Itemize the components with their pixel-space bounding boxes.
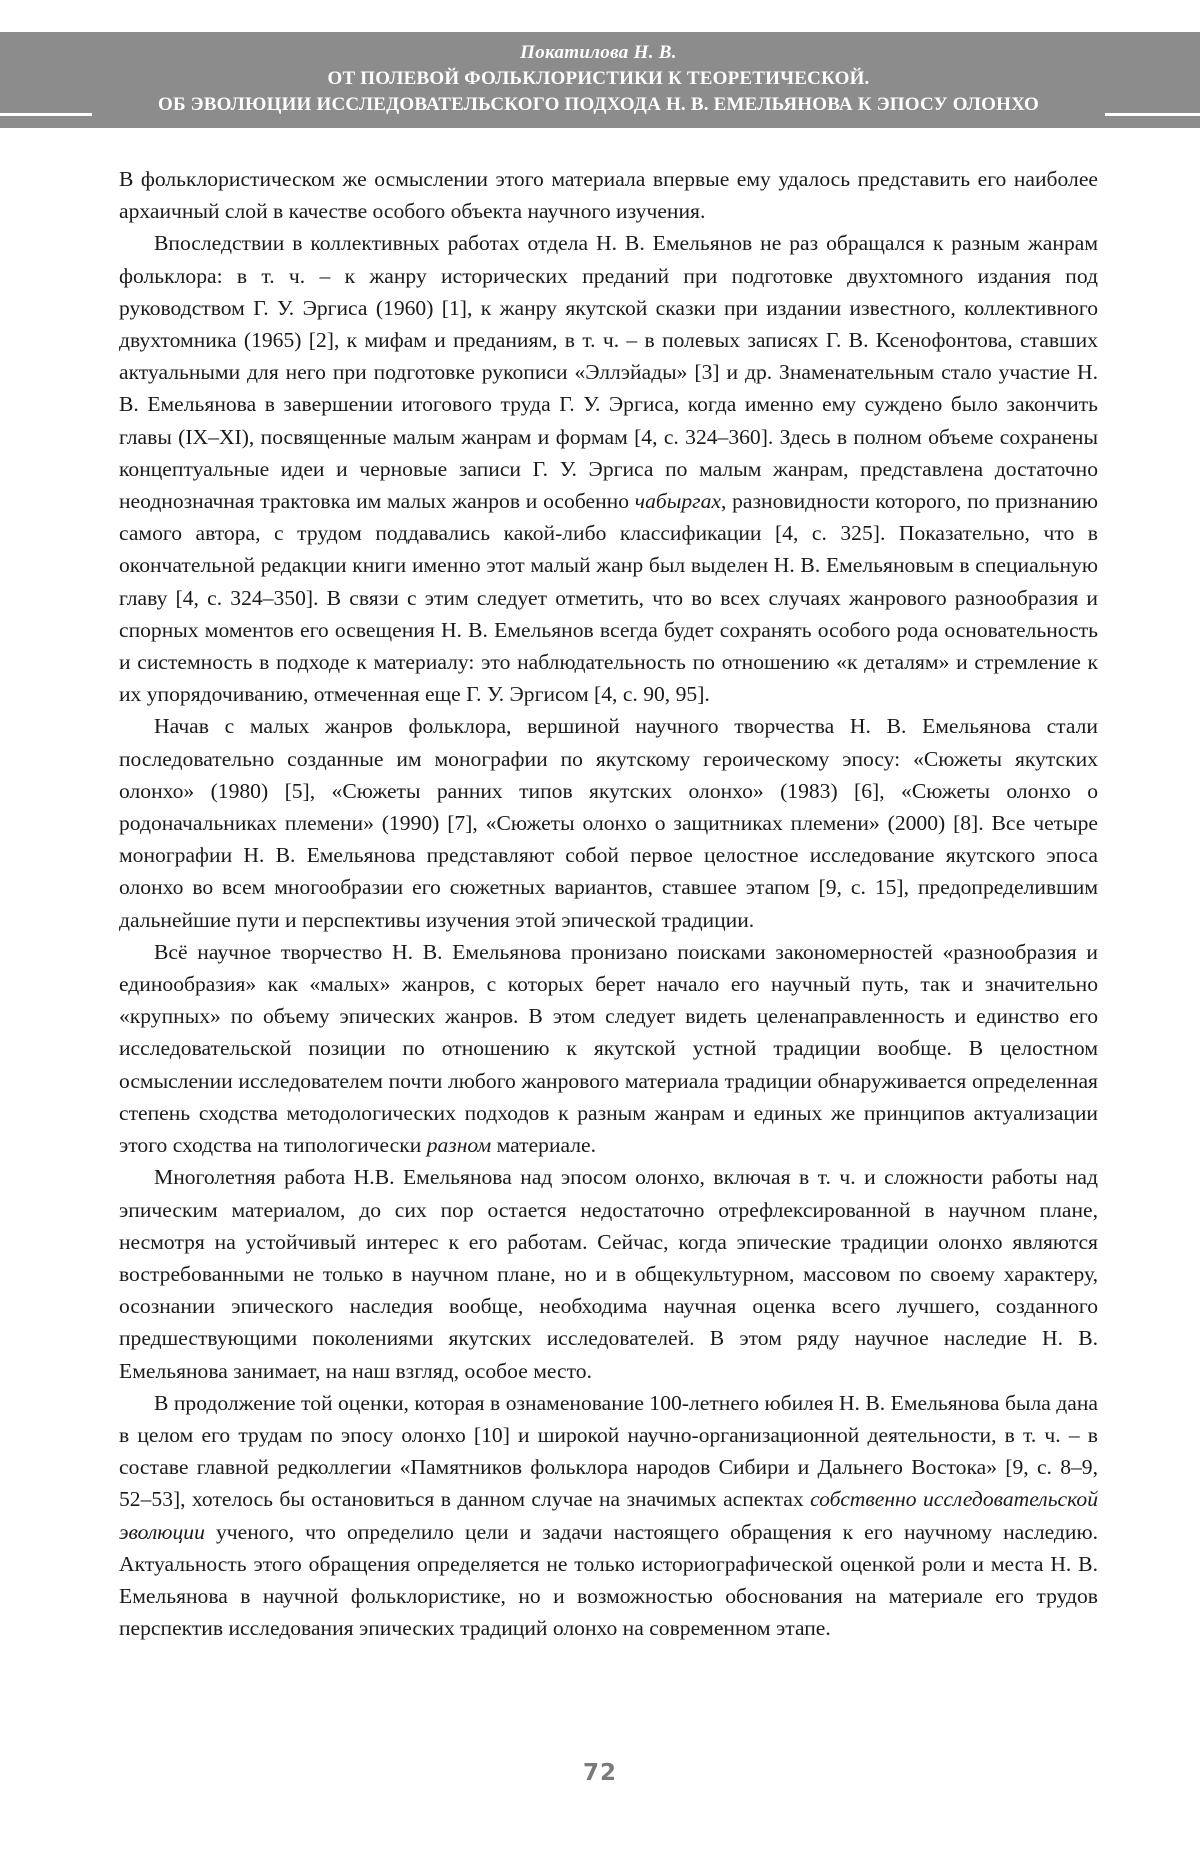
paragraph-4-text: Всё научное творчество Н. В. Емельянова пронизано поисками закономерностей «разнообразия и единообразия» как «малых» жанров, с которых берет начало его научный путь, так и значительно «крупных» по объему эпических жанров. В этом следует видеть целенаправленность и единство его исследовательской позиции по отношению к якутской устной традиции вообще. В целостном осмыслении исследователем почти любого жанрового материала традиции обнаруживается определенная степень сходства методологических подходов к разным жанрам и единых же принципов актуализации этого сходства на типологически	[119, 939, 1098, 1158]
paragraph-6	[119, 1387, 1098, 1645]
header-author: Покатилова Н. В.	[520, 42, 677, 63]
header-rule-left	[0, 113, 92, 116]
paragraph-3-text: Начав с малых жанров фольклора, вершиной научного творчества Н. В. Емельянова стали последовательно созданные им монографии по якутскому героическому эпосу: «Сюжеты якутских олонхо» (1980) [5], «Сюжеты ранних типов якутских олонхо» (1983) [6], «Сюжеты олонхо о родоначальниках племени» (1990) [7], «Сюжеты олонхо о защитниках племени» (2000) [8]. Все четыре монографии Н. В. Емельянова представляют собой первое целостное исследование якутского эпоса олонхо во всем многообразии его сюжетных вариантов, ставшее этапом [9, с. 15], предопределившим дальнейшие пути и перспективы изучения этой эпической традиции.	[119, 714, 1098, 932]
paragraph-2	[119, 227, 1098, 710]
paragraph-1	[119, 163, 1098, 227]
paragraph-3	[119, 710, 1098, 935]
paragraph-2-tail: , разновидности которого, по признанию самого автора, с трудом поддавались какой-либо классификации [4, с. 325]. Показательно, что в окончательной редакции книги именно этот малый жанр был выделен Н. В. Емельяновым в специальную главу [4, с. 324–350]. В связи с этим следует отметить, что во всех случаях жанрового разнообразия и спорных моментов его освещения Н. В. Емельянов всегда будет сохранять особого рода основательность и системность в подходе к материалу: это наблюдательность по отношению «к деталям» и стремление к их упорядочиванию, отмеченная еще Г. У. Эргисом [4, с. 90, 95].	[119, 489, 1098, 707]
paragraph-4	[119, 936, 1098, 1161]
paragraph-5-text: Многолетняя работа Н.В. Емельянова над эпосом олонхо, включая в т. ч. и сложности работы над эпическим материалом, до сих пор остается недостаточно отрефлексированной в научном плане, несмотря на устойчивый интерес к его работам. Сейчас, когда эпические традиции олонхо являются востребованными не только в научном плане, но и в общекультурном, массовом по своему характеру, осознании эпического наследия вообще, необходима научная оценка всего лучшего, созданного предшествующими поколениями якутских исследователей. В этом ряду научное наследие Н. В. Емельянова занимает, на наш взгляд, особое место.	[119, 1165, 1098, 1383]
italic-term: разном	[426, 1133, 492, 1158]
running-header-text	[92, 40, 1105, 118]
header-title-line-1: ОТ ПОЛЕВОЙ ФОЛЬКЛОРИСТИКИ К ТЕОРЕТИЧЕСКОЙ.	[327, 68, 870, 89]
italic-term: чабыргах	[634, 489, 721, 514]
header-title-line-2: ОБ ЭВОЛЮЦИИ ИССЛЕДОВАТЕЛЬСКОГО ПОДХОДА Н. В. ЕМЕЛЬЯНОВА К ЭПОСУ ОЛОНХО	[157, 94, 1040, 115]
paragraph-6-tail: ученого, что определило цели и задачи настоящего обращения к его научному наследию. Актуальность этого обращения определяется не только историографической оценкой роли и места Н. В. Емельянова в научной фольклористике, но и возможностью обоснования на материале его трудов перспектив исследования эпических традиций олонхо на современном этапе.	[119, 1519, 1098, 1641]
page-number: 72	[582, 1760, 617, 1786]
body-text	[119, 163, 1098, 1644]
paragraph-1-text: В фольклористическом же осмыслении этого материала впервые ему удалось представить его наиболее архаичный слой в качестве особого объекта научного изучения.	[119, 167, 1098, 224]
paragraph-4-tail: материале.	[491, 1133, 597, 1158]
header-rule-right	[1105, 113, 1200, 116]
paragraph-5	[119, 1161, 1098, 1386]
paragraph-2-text: Впоследствии в коллективных работах отдела Н. В. Емельянов не раз обращался к разным жанрам фольклора: в т. ч. – к жанру исторических преданий при подготовке двухтомного издания под руководством Г. У. Эргиса (1960) [1], к жанру якутской сказки при издании известного, коллективного двухтомника (1965) [2], к мифам и преданиям, в т. ч. – в полевых записях Г. В. Ксенофонтова, ставших актуальными для него при подготовке рукописи «Эллэйады» [3] и др. Знаменательным стало участие Н. В. Емельянова в завершении итогового труда Г. У. Эргиса, когда именно ему суждено было закончить главы (IX–XI), посвященные малым жанрам и формам [4, с. 324–360]. Здесь в полном объеме сохранены концептуальные идеи и черновые записи Г. У. Эргиса по малым жанрам, представлена достаточно неоднозначная трактовка им малых жанров и особенно	[119, 231, 1098, 514]
italic-phrase: собственно исследовательской эволюции	[119, 1487, 1098, 1544]
paragraph-6-text: В продолжение той оценки, которая в ознаменование 100-летнего юбилея Н. В. Емельянова была дана в целом его трудам по эпосу олонхо [10] и широкой научно-организационной деятельности, в т. ч. – в составе главной редколлегии «Памятников фольклора народов Сибири и Дальнего Востока» [9, с. 8–9, 52–53], хотелось бы остановиться в данном случае на значимых аспектах	[119, 1390, 1098, 1512]
